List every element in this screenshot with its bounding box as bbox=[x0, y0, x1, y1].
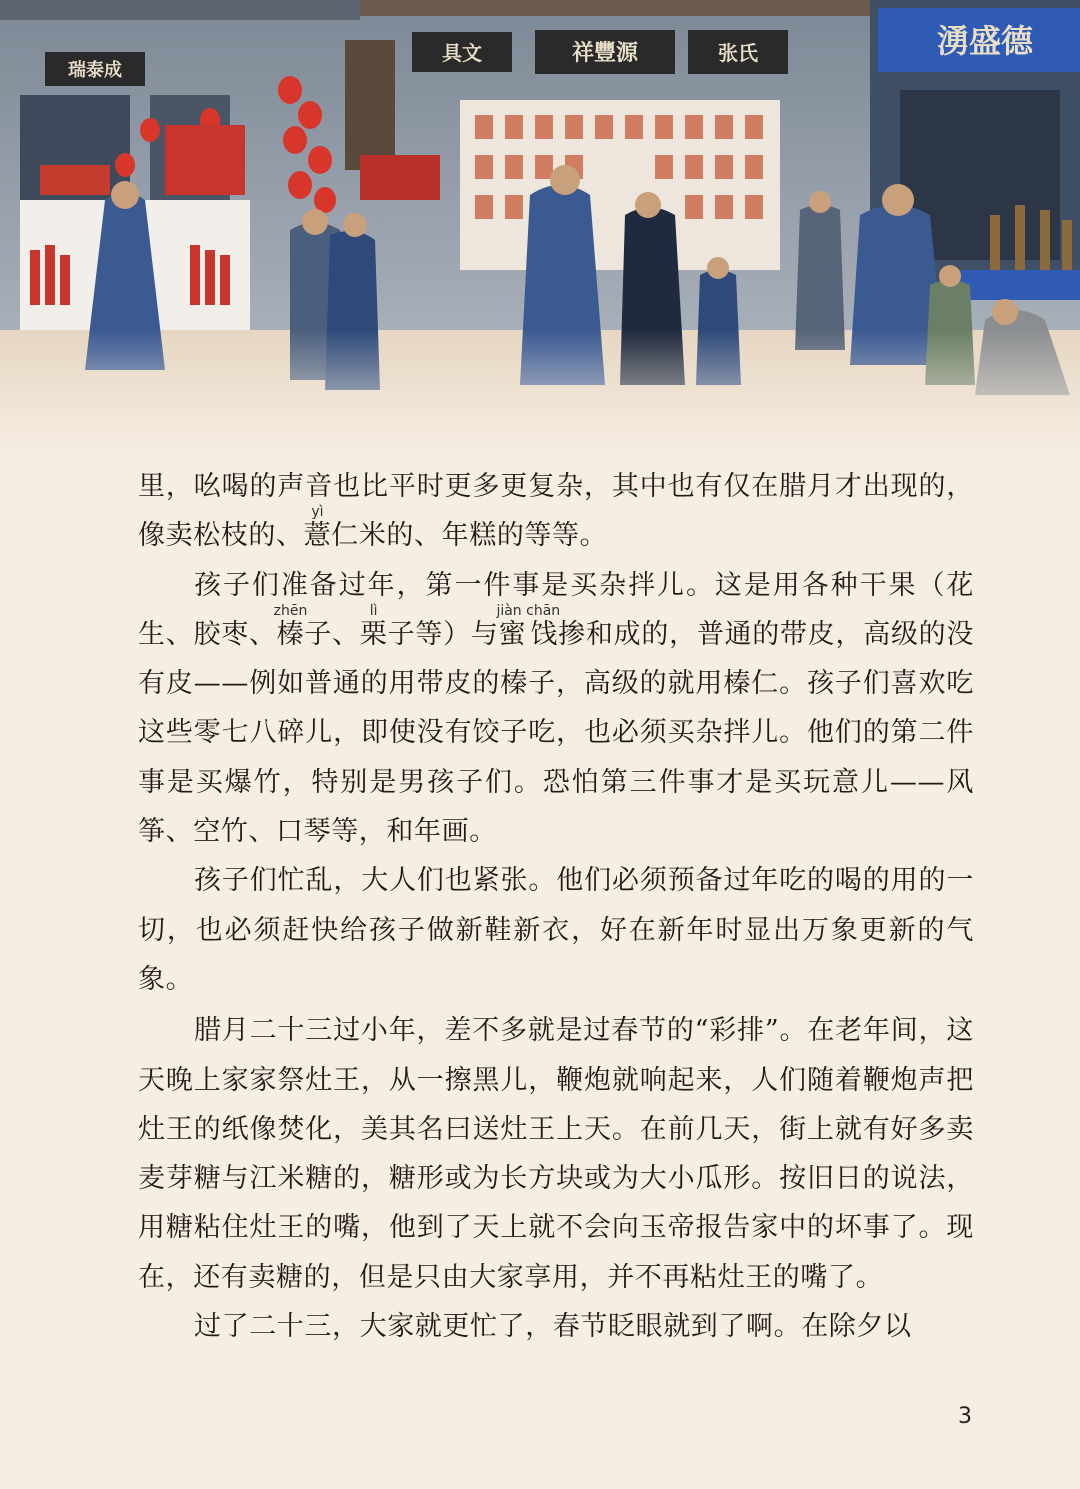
pinyin-annotation: zhēn bbox=[273, 602, 308, 619]
pinyin-annotation: yì bbox=[303, 504, 332, 521]
paragraph bbox=[138, 1302, 974, 1351]
market-scene-svg bbox=[0, 0, 1080, 460]
right-stall-table bbox=[960, 270, 1080, 300]
text-segment: 腊月二十三过小年，差不多就是过春节的“彩排”。在老年间，这天晚上家家祭灶王，从一擦黑儿，鞭炮就响起来，人们随着鞭炮声把灶王的纸像焚化，美其名曰送灶王上天。在前几天，街上就有好多卖麦芽糖与江米糖的，糖形或为长方块或为大小瓜形。按旧日的说法，用糖粘住灶王的嘴，他到了天上就不会向玉帝报告家中的坏事了。现在，还有卖糖的，但是只由大家享用，并不再粘灶王的嘴了。 bbox=[138, 1015, 974, 1293]
text-segment: 仁米的、年糕的等等。 bbox=[331, 520, 608, 552]
text-segment: 掺和成的，普通的带皮，高级的没有皮——例如普通的用带皮的榛子，高级的就用榛仁。孩子们喜欢吃这些零七八碎儿，即使没有饺子吃，也必须买杂拌儿。他们的第二件事是买爆竹，特别是男孩子们。恐怕第三件事才是买玩意儿——风筝、空竹、口琴等，和年画。 bbox=[138, 618, 975, 848]
market-illustration bbox=[0, 0, 1080, 460]
text-segment: 孩子们忙乱，大人们也紧张。他们必须预备过年吃的喝的用的一切，也必须赶快给孩子做新鞋新衣，好在新年时显出万象更新的气象。 bbox=[138, 865, 974, 995]
shop-sign-text: 张氏 bbox=[718, 41, 758, 65]
pinyin-annotation: jiàn chān bbox=[496, 602, 561, 619]
roof-edge bbox=[360, 0, 870, 16]
annotated-word: 榛zhēn bbox=[273, 602, 308, 650]
shop-sign-text: 祥豐源 bbox=[571, 40, 639, 66]
text-segment: 子等）与 bbox=[387, 618, 499, 650]
annotated-word: 薏yì bbox=[303, 504, 332, 552]
text-segment: 过了二十三，大家就更忙了，春节眨眼就到了啊。在除夕以 bbox=[194, 1311, 912, 1343]
annotated-word: 栗lì bbox=[359, 602, 388, 650]
goods-stack bbox=[40, 165, 110, 195]
paragraph bbox=[138, 1006, 974, 1302]
door-frame bbox=[345, 40, 395, 170]
paragraph bbox=[138, 561, 974, 857]
shop-sign-text: 湧盛德 bbox=[936, 22, 1034, 60]
paragraph bbox=[138, 462, 974, 561]
page-number: 3 bbox=[958, 1404, 972, 1429]
toy-display-panel bbox=[460, 100, 780, 270]
annotated-word: 蜜饯jiàn chān bbox=[496, 602, 561, 650]
text-segment: 里，吆喝的声音也比平时更多更复杂，其中也有仅在腊月才出现的，像卖松枝的、 bbox=[138, 471, 974, 552]
page-body bbox=[138, 462, 974, 1351]
text-segment: 孩子们准备过年，第一件事是买杂拌儿。这是用各种干果（花生、胶枣、 bbox=[138, 569, 974, 650]
shop-sign-text: 具文 bbox=[442, 41, 482, 65]
red-couplets bbox=[360, 155, 440, 200]
goods-stack bbox=[165, 125, 245, 195]
pinyin-annotation: lì bbox=[359, 602, 388, 619]
paragraph bbox=[138, 856, 974, 1004]
text-segment: 子、 bbox=[304, 618, 360, 650]
shop-sign-text: 瑞泰成 bbox=[68, 60, 122, 81]
roof-edge bbox=[0, 0, 360, 20]
illustration-fade bbox=[0, 330, 1080, 460]
